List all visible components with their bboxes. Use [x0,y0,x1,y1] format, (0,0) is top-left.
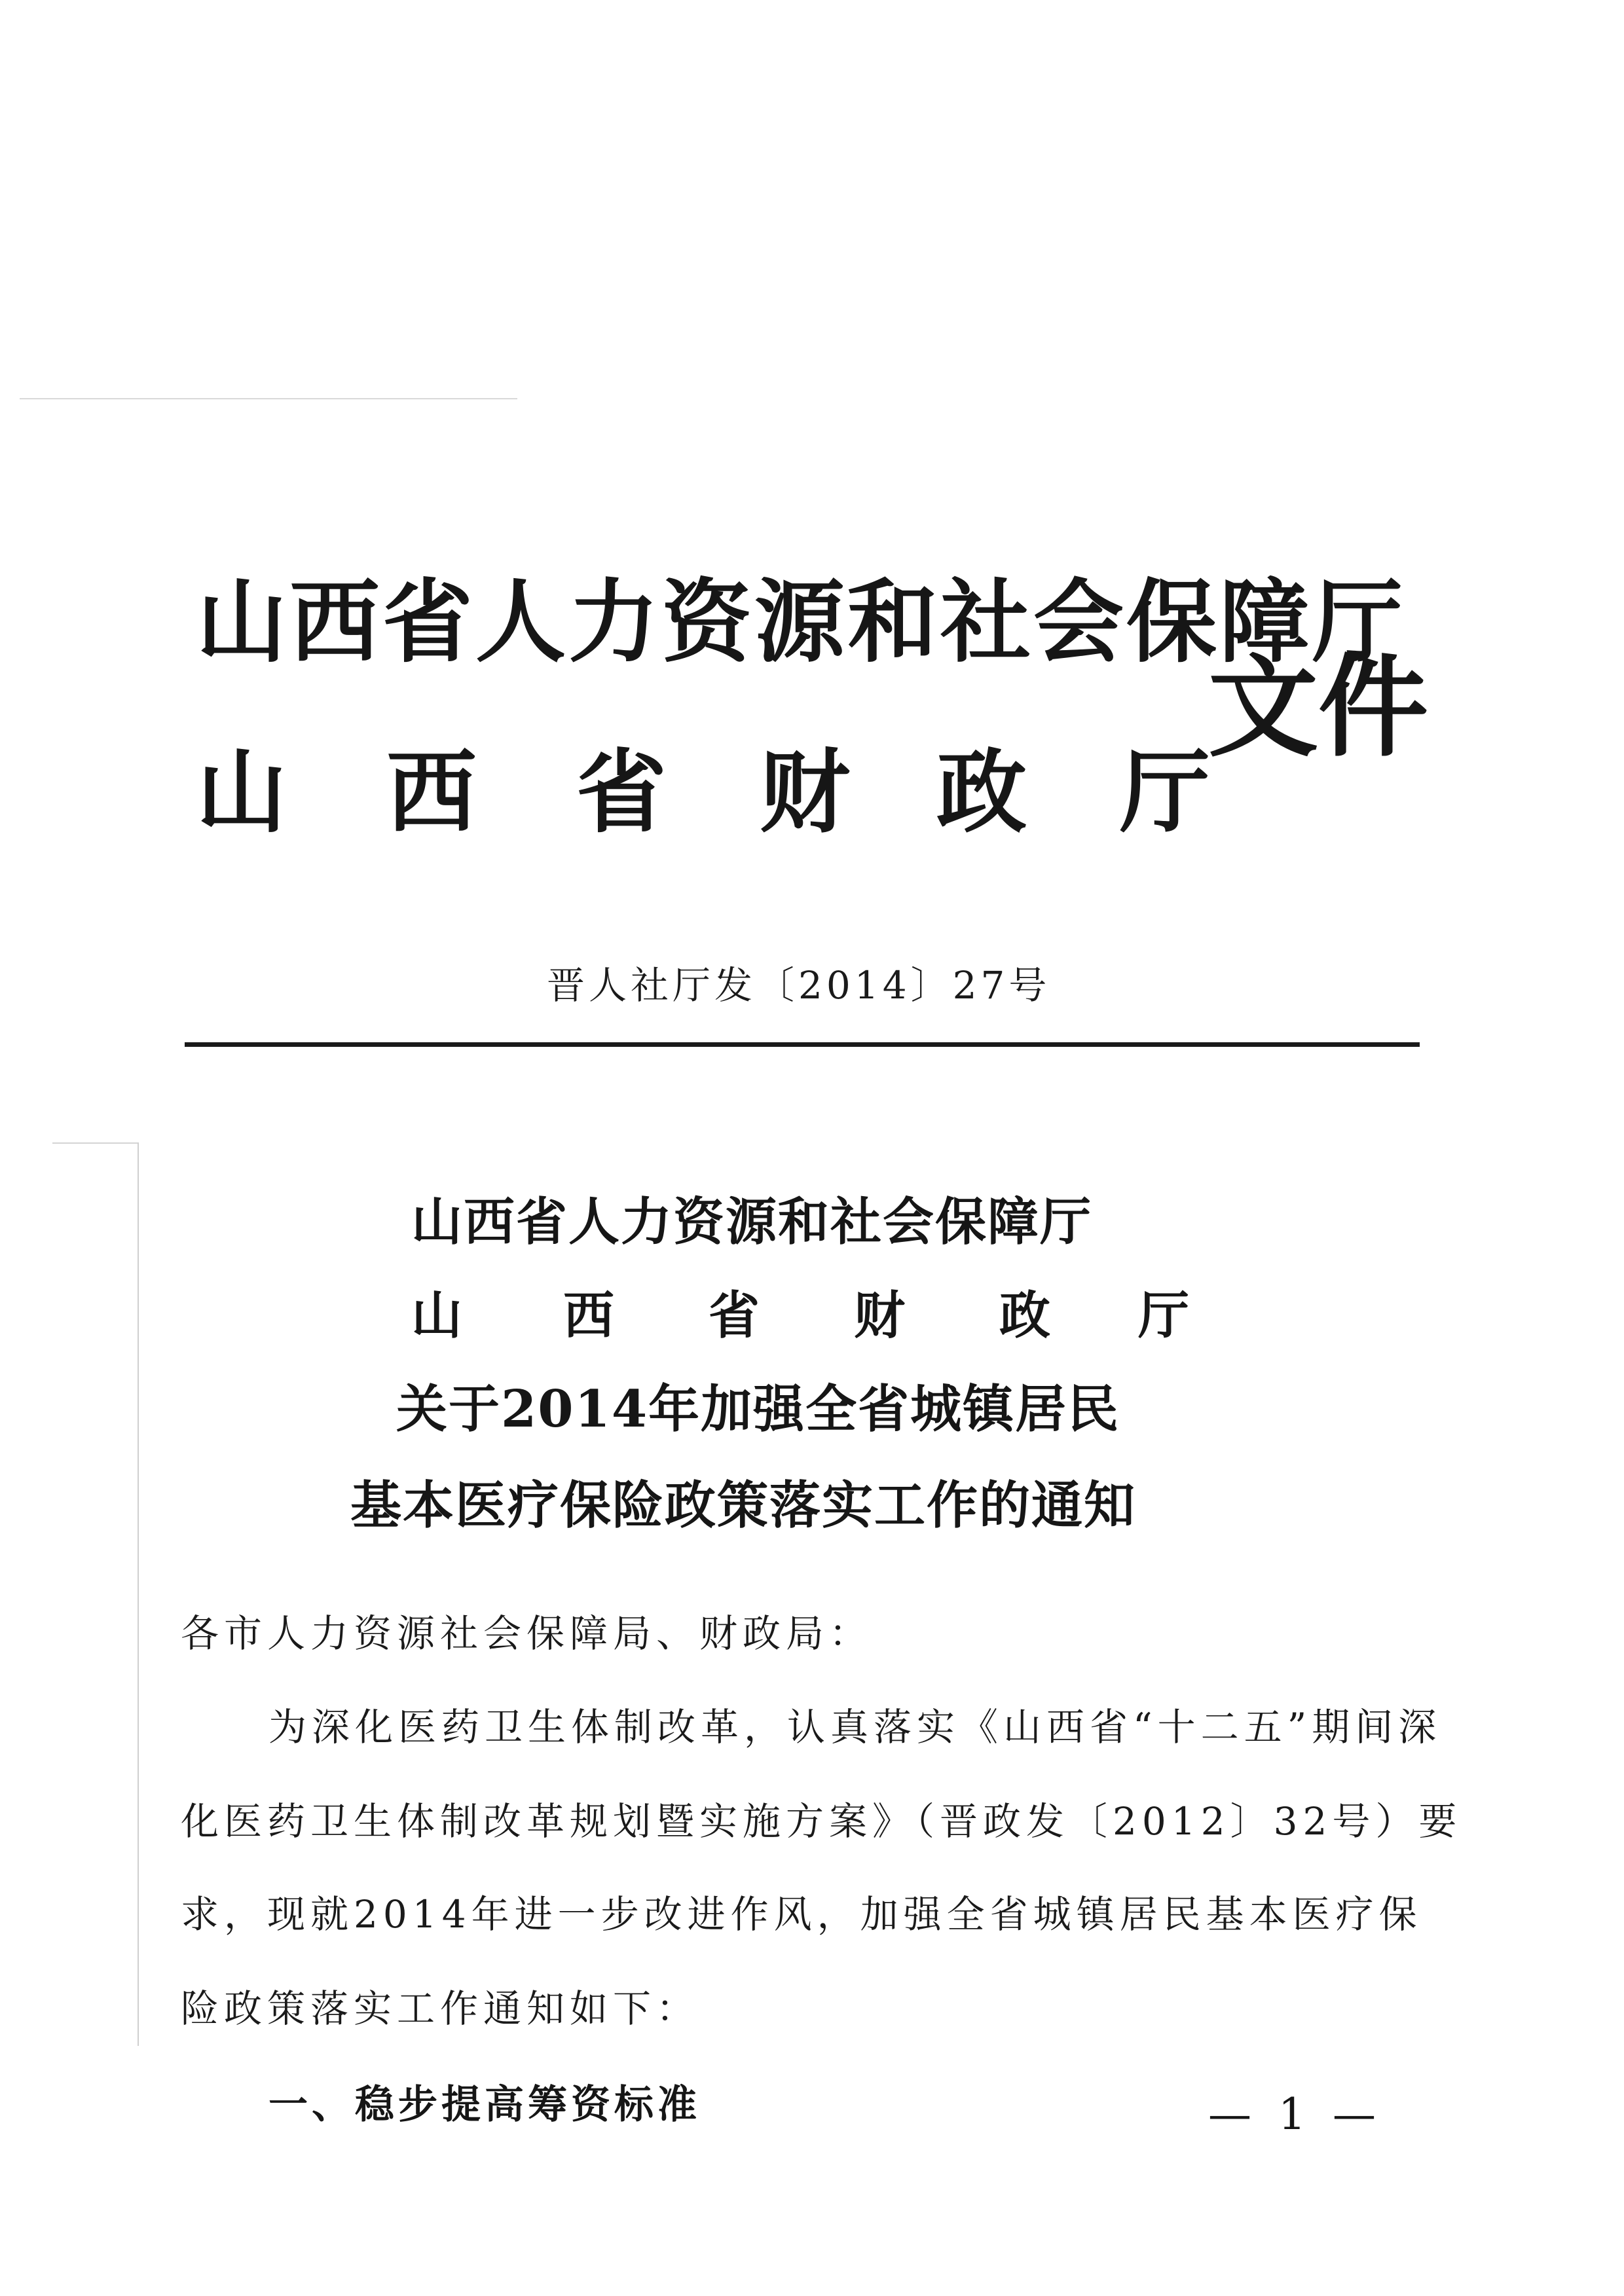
title-char: 政 [999,1286,1052,1345]
title-char: 西 [563,1286,616,1345]
document-number: 晋人社厅发〔2014〕27号 [547,963,1051,1008]
title-char: 厅 [1138,1286,1191,1345]
issuer-char: 山 [196,738,290,845]
issuer-char: 厅 [1120,738,1213,845]
scan-artifact-line [20,398,517,399]
paragraph-line: 化医药卫生体制改革规划暨实施方案》（晋政发〔2012〕32号）要 [181,1799,1462,1844]
scan-artifact-margin-line [138,1142,139,2046]
issuer-char: 财 [760,738,853,845]
title-char: 山 [411,1286,464,1345]
page-number: — 1 — [1208,2089,1382,2140]
paragraph-line: 险政策落实工作通知如下： [181,1986,700,2031]
header-rule [185,1042,1420,1047]
paragraph-line: 求，现就2014年进一步改进作风，加强全省城镇居民基本医疗保 [181,1892,1422,1937]
salutation: 各市人力资源社会保障局、财政局： [181,1611,873,1656]
title-char: 财 [854,1286,907,1345]
issuer-char: 省 [576,738,670,845]
document-suffix: 文件 [1208,642,1428,772]
issuer-char: 西 [386,738,480,845]
issuer-line-1: 山西省人力资源和社会保障厅 [196,568,1406,675]
paragraph-line: 为深化医药卫生体制改革，认真落实《山西省“十二五”期间深 [268,1705,1442,1749]
section-heading: 一、稳步提高筹资标准 [268,2082,701,2128]
title-char: 省 [709,1286,762,1345]
title-line-4: 基本医疗保险政策落实工作的通知 [350,1476,1137,1535]
scan-artifact-tick [52,1142,138,1144]
issuer-char: 政 [936,738,1030,845]
title-line-3: 关于2014年加强全省城镇居民 [396,1379,1120,1439]
title-line-1: 山西省人力资源和社会保障厅 [411,1192,1093,1252]
